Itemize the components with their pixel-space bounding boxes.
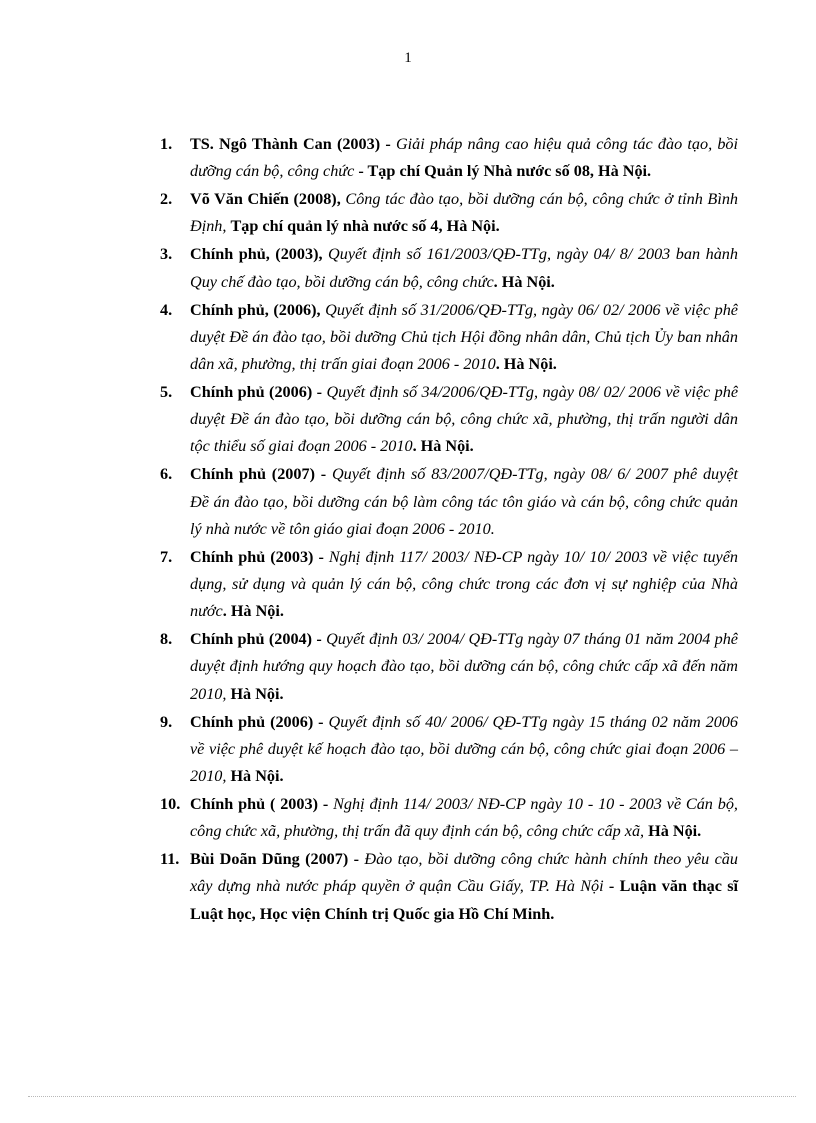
reference-text: Hà Nội. — [230, 684, 284, 703]
reference-item — [160, 379, 738, 461]
reference-text: - — [385, 135, 396, 153]
reference-title-text: Nghị định 117/ 2003/ NĐ-CP ngày 10/ 10/ 2003 về việc tuyển dụng, sử dụng và quản lý cán bộ, công chức trong các đơn vị sự nghiệp của Nhà nước — [190, 547, 739, 621]
reference-text: - — [320, 465, 332, 484]
reference-text: . Hà Nội. — [493, 272, 555, 291]
reference-item — [160, 297, 738, 379]
reference-text: . Hà Nội. — [412, 437, 474, 456]
reference-number: 2. — [160, 190, 173, 209]
reference-text: - — [318, 712, 329, 731]
reference-title-text: Công tác đào tạo, bồi dưỡng cán bộ, công chức ở tỉnh Bình Định, — [190, 190, 739, 236]
reference-text: - — [353, 850, 365, 869]
reference-number: 7. — [160, 547, 173, 566]
reference-text: Tạp chí quản lý nhà nước số 4, Hà Nội. — [230, 217, 500, 236]
reference-text: Chính phủ ( 2003) — [190, 795, 323, 814]
reference-item — [160, 709, 738, 791]
reference-text: Chính phủ (2006) — [190, 712, 319, 731]
reference-title-text: Quyết định số 34/2006/QĐ-TTg, ngày 08/ 02/ 2006 về việc phê duyệt Đề án đào tạo, bồi dưỡng cán bộ, công chức xã, phường, thị trấn người dân tộc thiểu số giai đoạn 2006 - 2010 — [190, 383, 738, 456]
reference-item — [160, 461, 738, 543]
reference-number: 4. — [160, 300, 173, 319]
reference-item — [160, 241, 738, 295]
reference-number: 10. — [160, 795, 181, 814]
reference-title-text: Giải pháp nâng cao hiệu quả công tác đào tạo, bồi dưỡng cán bộ, công chức — [190, 135, 739, 181]
reference-number: 3. — [160, 245, 173, 264]
reference-list — [160, 131, 738, 929]
reference-text: - — [316, 630, 327, 649]
reference-item — [160, 791, 738, 845]
reference-title-text: Quyết định 03/ 2004/ QĐ-TTg ngày 07 tháng 01 năm 2004 phê duyệt định hướng quy hoạch đào tạo, bồi dưỡng cán bộ, công chức cấp xã đến năm 2010, — [190, 630, 738, 703]
reference-title-text: Quyết định số 83/2007/QĐ-TTg, ngày 08/ 6/ 2007 phê duyệt Đề án đào tạo, bồi dưỡng cán bộ làm công tác tôn giáo và cán bộ, công chức quản lý nhà nước về tôn giáo giai đoạn 2006 - 2010. — [190, 465, 739, 538]
reference-text: Chính phủ, (2006), — [190, 300, 326, 319]
reference-text: Chính phủ (2007) — [190, 465, 321, 484]
reference-text: - Tạp chí Quản lý Nhà nước số 08, Hà Nội. — [358, 162, 652, 181]
reference-title-text: Đào tạo, bồi dưỡng công chức hành chính theo yêu cầu xây dựng nhà nước pháp quyền ở quận Cầu Giấy, TP. Hà Nội — [190, 850, 738, 896]
reference-item — [160, 626, 738, 708]
reference-text: Hà Nội. — [230, 767, 284, 786]
reference-title-text: Quyết định số 161/2003/QĐ-TTg, ngày 04/ 8/ 2003 ban hành Quy chế đào tạo, bồi dưỡng cán bộ, công chức — [190, 245, 738, 291]
reference-text: . Hà Nội. — [495, 355, 557, 374]
reference-text: Chính phủ, (2003), — [190, 245, 329, 264]
reference-number: 11. — [160, 850, 180, 869]
reference-title-text: Quyết định số 31/2006/QĐ-TTg, ngày 06/ 02/ 2006 về việc phê duyệt Đề án đào tạo, bồi dưỡng Chủ tịch Hội đồng nhân dân, Chủ tịch Ủy ban nhân dân xã, phường, thị trấn giai đoạn 2006 - 2010 — [190, 300, 738, 374]
reference-item — [160, 544, 738, 626]
reference-text: Võ Văn Chiến (2008), — [190, 190, 346, 209]
reference-number: 6. — [160, 465, 173, 484]
reference-title-text: Nghị định 114/ 2003/ NĐ-CP ngày 10 - 10 - 2003 về Cán bộ, công chức xã, phường, thị trấn đã quy định cán bộ, công chức cấp xã, — [190, 795, 738, 841]
reference-text: - — [322, 795, 334, 814]
reference-text: - — [316, 383, 327, 402]
reference-item — [160, 186, 738, 240]
reference-text: Hà Nội. — [648, 822, 702, 841]
reference-number: 5. — [160, 383, 173, 402]
reference-title-text: Quyết định số 40/ 2006/ QĐ-TTg ngày 15 tháng 02 năm 2006 về việc phê duyệt kế hoạch đào tạo, bồi dưỡng cán bộ, công chức giai đoạn 2006 – 2010, — [190, 712, 738, 786]
reference-text: - — [318, 547, 329, 566]
reference-text: Chính phủ (2004) — [190, 630, 317, 649]
reference-text: . Hà Nội. — [222, 602, 284, 621]
reference-text: Chính phủ (2003) — [190, 547, 319, 566]
reference-item — [160, 846, 738, 928]
reference-text: TS. Ngô Thành Can (2003) — [190, 135, 386, 153]
reference-item — [160, 131, 738, 185]
reference-text: - Luận văn thạc sĩ Luật học, Học viện Chính trị Quốc gia Hồ Chí Minh. — [190, 877, 738, 923]
reference-text: Bùi Doãn Dũng (2007) — [190, 850, 354, 869]
reference-number: 9. — [160, 712, 173, 731]
reference-text: Chính phủ (2006) — [190, 383, 317, 402]
page-bottom-divider — [28, 1096, 796, 1097]
reference-number: 1. — [160, 135, 173, 153]
page-number: 1 — [404, 50, 412, 66]
reference-number: 8. — [160, 630, 173, 649]
